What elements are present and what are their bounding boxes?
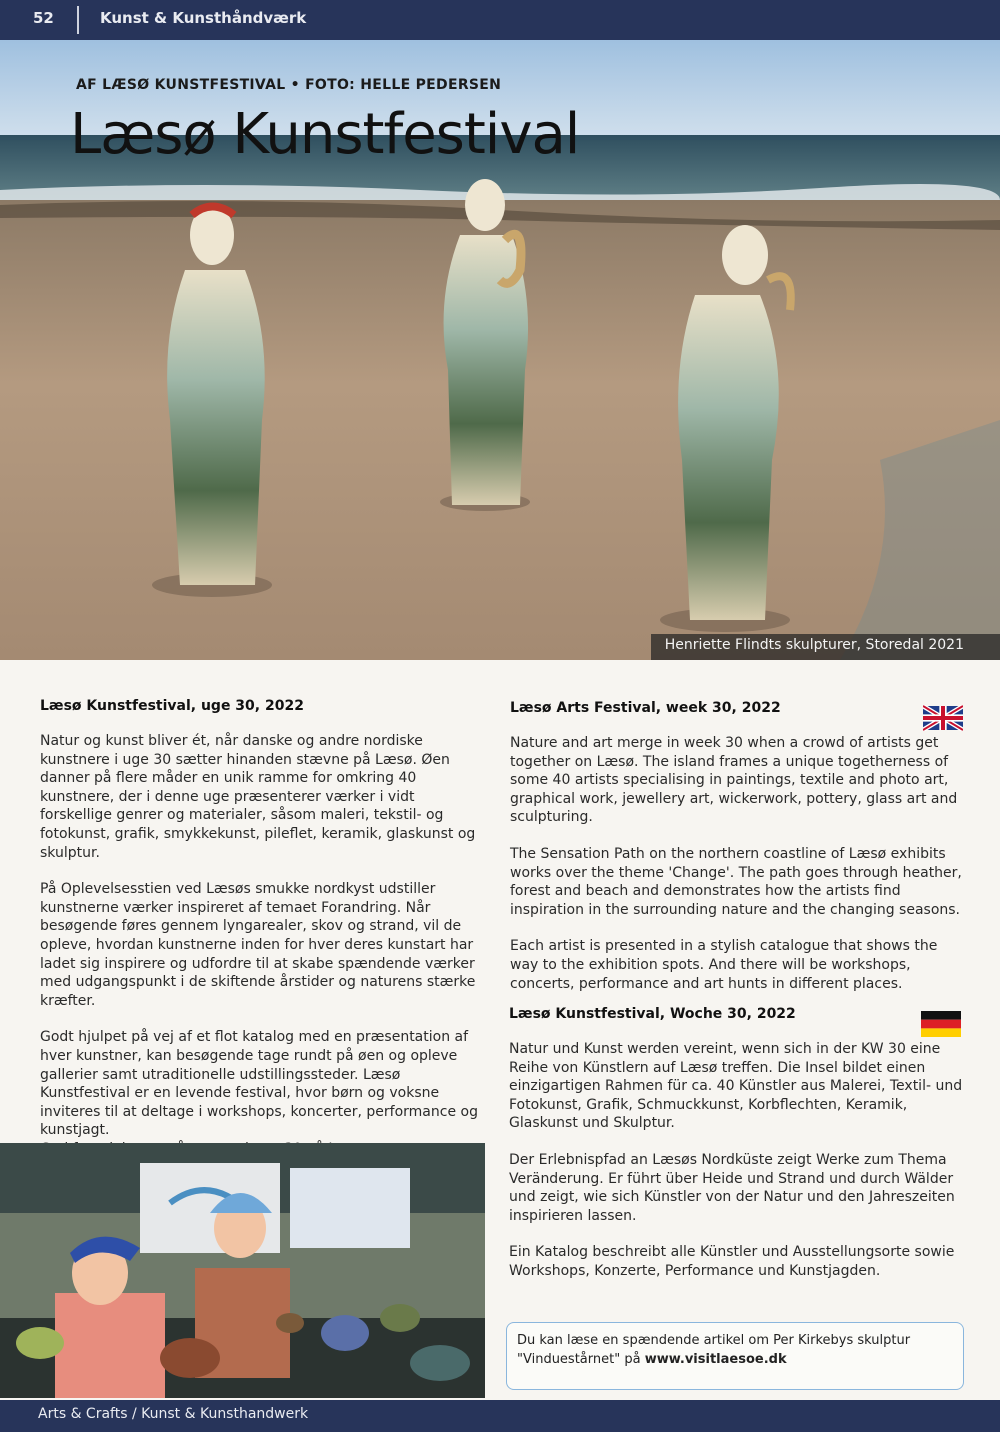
children-pottery-image <box>0 1143 485 1398</box>
german-paragraph-2: Der Erlebnispfad an Læsøs Nordküste zeigt Werke zum Thema Veränderung. Er führt über Heide und Strand und durch Wälder und zeigt, wie sich Künstler von der Natur und den Jahreszeiten inspirieren lassen. <box>509 1151 955 1224</box>
german-heading: Læsø Kunstfestival, Woche 30, 2022 <box>509 1006 796 1022</box>
footer-section-title: Arts & Crafts / Kunst & Kunsthandwerk <box>38 1406 309 1422</box>
english-paragraph-3: Each artist is presented in a stylish catalogue that shows the way to the exhibition spots. And there will be workshops, concerts, performance and art hunts in different places. <box>510 938 938 992</box>
danish-paragraph-3-text: Godt hjulpet på vej af et flot katalog med en præsentation af hver kunstner, kan besøgende tage rundt på øen og opleve gallerier samt utraditionelle udstillingssteder. Læsø Kunstfestival er en levende festival, hvor børn og voksne inviteres til at deltage i workshops, koncerter, performance og kunstjagt. <box>40 1029 478 1139</box>
hero-photo <box>0 40 1000 660</box>
english-paragraph-1: Nature and art merge in week 30 when a crowd of artists get together on Læsø. The island frames a unique togetherness of some 40 artists specialising in paintings, textile and photo art, graphical work, jewellery art, wickerwork, pottery, glass art and sculpturing. <box>510 735 958 826</box>
danish-article <box>40 698 490 1177</box>
germany-flag-icon <box>921 1011 961 1037</box>
article-title: Læsø Kunstfestival <box>70 102 580 167</box>
danish-paragraph-1: Natur og kunst bliver ét, når danske og andre nordiske kunstnere i uge 30 sætter hinanden stævne på Læsø. Øen danner på flere måder en unik ramme for omkring 40 kunstnere, der i denne uge præsenterer værker i vidt forskellige genrer og materialer, såsom maleri, tekstil- og fotokunst, grafik, smykkekunst, pileflet, keramik, glaskunst og skulptur. <box>40 733 476 861</box>
english-heading: Læsø Arts Festival, week 30, 2022 <box>510 700 781 716</box>
german-article <box>509 1006 964 1281</box>
article-byline: AF LÆSØ KUNSTFESTIVAL • FOTO: HELLE PEDERSEN <box>76 77 502 93</box>
section-title: Kunst & Kunsthåndværk <box>100 9 307 27</box>
german-paragraph-1: Natur und Kunst werden vereint, wenn sich in der KW 30 eine Reihe von Künstlern auf Læsø treffen. Die Insel bildet einen einzigartigen Rahmen für ca. 40 Künstler aus Malerei, Textil- und Fotokunst, Grafik, Schmuckkunst, Korbflechten, Keramik, Glaskunst und Skulptur. <box>509 1041 963 1132</box>
english-paragraph-2: The Sensation Path on the northern coastline of Læsø exhibits works over the theme 'Change'. The path goes through heather, forest and beach and demonstrates how the artists find inspiration in the surrounding nature and the changing seasons. <box>510 845 962 918</box>
page-number: 52 <box>33 9 54 27</box>
german-paragraph-3: Ein Katalog beschreibt alle Künstler und Ausstellungsorte sowie Workshops, Konzerte, Performance und Kunstjagden. <box>509 1244 955 1279</box>
english-article <box>510 700 965 993</box>
page-footer <box>0 1400 1000 1432</box>
note-line-2: "Vinduestårnet" på <box>517 1352 645 1367</box>
danish-heading: Læsø Kunstfestival, uge 30, 2022 <box>40 698 304 714</box>
note-line-1: Du kan læse en spændende artikel om Per Kirkebys skulptur <box>517 1333 911 1348</box>
children-pottery-photo <box>0 1143 485 1398</box>
visitlaesoe-link[interactable]: www.visitlaesoe.dk <box>644 1352 787 1367</box>
danish-paragraph-2: På Oplevelsesstien ved Læsøs smukke nordkyst udstiller kunstnerne værker inspireret af temaet Forandring. Når besøgende føres gennem lyngarealer, skov og strand, vil de opleve, hvordan kunstnerne inden for hver deres kunstart har ladet sig inspirere og udfordre til at skabe spændende værker med udgangspunkt i de skiftende årstider og naturens stærke kræfter. <box>40 881 476 1009</box>
info-note-box <box>506 1322 964 1390</box>
page-header <box>0 0 1000 40</box>
header-divider <box>77 6 79 34</box>
photo-caption: Henriette Flindts skulpturer, Storedal 2021 <box>651 634 1000 660</box>
uk-flag-icon <box>923 705 963 731</box>
